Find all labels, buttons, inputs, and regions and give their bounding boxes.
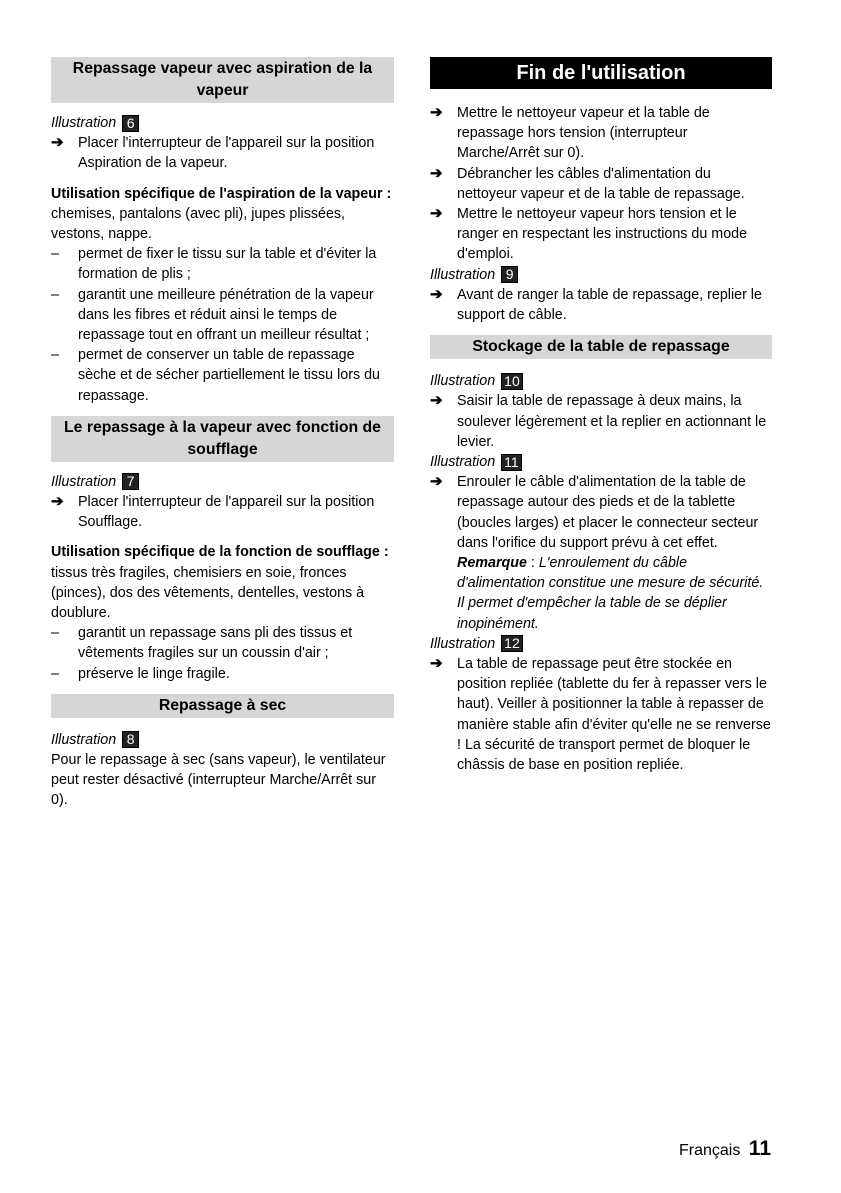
note-text: L'enroulement du câble d'alimentation constitue une mesure de sécurité. Il permet d'empêcher la table de se déplier inopinément. — [457, 555, 764, 632]
instruction-step — [430, 472, 772, 553]
section-title-fin-utilisation: Fin de l'utilisation — [430, 57, 772, 89]
dash-item-text: garantit un repassage sans pli des tissus et vêtements fragiles sur un coussin d'air ; — [78, 625, 353, 662]
paragraph-repassage-sec: Pour le repassage à sec (sans vapeur), le ventilateur peut rester désactivé (interrupteur Marche/Arrêt sur 0). — [51, 752, 386, 809]
page-footer — [679, 1139, 771, 1161]
instruction-step — [430, 103, 772, 164]
illustration-label: Illustration — [51, 731, 117, 748]
step-text: Saisir la table de repassage à deux mains, la soulever légèrement et la replier en actionnant le levier. — [457, 393, 767, 450]
step-text: Débrancher les câbles d'alimentation du nettoyeur vapeur et de la table de repassage. — [457, 165, 745, 202]
arrow-right-icon: ➔ — [430, 104, 443, 121]
instruction-step — [430, 654, 772, 775]
step-text: Mettre le nettoyeur vapeur et la table de repassage hors tension (interrupteur Marche/Arrêt sur 0). — [457, 105, 710, 162]
illustration-number-badge: 10 — [501, 373, 523, 390]
instruction-step — [430, 164, 772, 204]
step-text: Placer l'interrupteur de l'appareil sur la position Soufflage. — [78, 494, 375, 531]
note-separator: : — [526, 555, 539, 572]
illustration-label: Illustration — [51, 115, 117, 131]
illustration-ref-8 — [51, 730, 394, 750]
illustration-label: Illustration — [430, 454, 496, 471]
section-title-aspiration: Repassage vapeur avec aspiration de la vapeur — [51, 57, 394, 103]
illustration-ref-6 — [51, 113, 394, 133]
dash-list-item — [51, 664, 394, 684]
dash-item-text: permet de conserver un table de repassage sèche et de sécher partiellement le tissu lors du repassage. — [78, 347, 380, 404]
illustration-ref-11 — [430, 452, 772, 472]
dash-item-text: permet de fixer le tissu sur la table et d'éviter la formation de plis ; — [78, 246, 377, 283]
arrow-right-icon: ➔ — [430, 473, 443, 491]
section-title-soufflage: Le repassage à la vapeur avec fonction de soufflage — [51, 416, 394, 462]
illustration-number-badge: 11 — [501, 454, 522, 471]
illustration-label: Illustration — [430, 266, 496, 283]
section-title-stockage: Stockage de la table de repassage — [430, 335, 772, 359]
illustration-number-badge: 6 — [122, 115, 139, 132]
illustration-label: Illustration — [430, 373, 496, 390]
illustration-ref-9 — [430, 265, 772, 285]
dash-list-item — [51, 285, 394, 346]
arrow-right-icon: ➔ — [51, 134, 64, 152]
illustration-label: Illustration — [51, 473, 117, 490]
paragraph-soufflage-fabrics: tissus très fragiles, chemisiers en soie, fronces (pinces), dos des vêtements, dentelles, vestons à doublure. — [51, 564, 365, 622]
subheading-aspiration-usage: Utilisation spécifique de l'aspiration de la vapeur : — [51, 185, 392, 202]
note-label: Remarque — [457, 555, 527, 572]
subheading-soufflage-usage: Utilisation spécifique de la fonction de soufflage : — [51, 544, 389, 561]
step-text: La table de repassage peut être stockée en position repliée (tablette du fer à repasser vers le haut). Veiller à positionner la table à repasser de manière stable afin d'éviter qu'elle ne se renverse ! La sécurité de transport permet de bloquer le châssis de base en position repliée. — [457, 656, 771, 774]
dash-bullet: – — [51, 665, 59, 682]
instruction-step — [430, 204, 772, 265]
instruction-step — [51, 492, 394, 532]
dash-item-text: préserve le linge fragile. — [78, 665, 230, 682]
safety-note — [430, 553, 772, 634]
illustration-number-badge: 8 — [122, 731, 139, 748]
footer-language: Français — [678, 1142, 741, 1159]
dash-bullet: – — [51, 286, 59, 303]
arrow-right-icon: ➔ — [430, 164, 443, 182]
dash-list-item — [51, 345, 394, 406]
step-text: Enrouler le câble d'alimentation de la table de repassage autour des pieds et de la tablette (boucles larges) et placer le connecteur secteur dans l'orifice du support prévu à cet effet. — [457, 474, 759, 551]
left-column — [51, 57, 394, 811]
paragraph-aspiration-fabrics: chemises, pantalons (avec pli), jupes plissées, vestons, nappe. — [51, 205, 346, 243]
dash-bullet: – — [51, 246, 59, 263]
arrow-right-icon: ➔ — [51, 493, 64, 511]
illustration-ref-7 — [51, 472, 394, 492]
step-text: Placer l'interrupteur de l'appareil sur la position Aspiration de la vapeur. — [78, 135, 375, 172]
dash-list-item — [51, 623, 394, 663]
dash-bullet: – — [51, 347, 59, 364]
section-title-repassage-sec: Repassage à sec — [51, 694, 394, 718]
illustration-label: Illustration — [430, 635, 496, 652]
step-text: Avant de ranger la table de repassage, replier le support de câble. — [457, 286, 762, 324]
illustration-ref-10 — [430, 371, 772, 391]
arrow-right-icon: ➔ — [430, 205, 443, 223]
dash-list-item — [51, 244, 394, 284]
right-column — [430, 57, 772, 775]
instruction-step — [430, 391, 772, 452]
page-number: 11 — [748, 1137, 771, 1160]
arrow-right-icon: ➔ — [430, 655, 443, 673]
dash-item-text: garantit une meilleure pénétration de la vapeur dans les fibres et réduit ainsi le temps de repassage tout en offrant un meilleur résultat ; — [78, 286, 374, 344]
instruction-step — [430, 285, 772, 325]
arrow-right-icon: ➔ — [430, 392, 443, 410]
illustration-number-badge: 7 — [122, 473, 139, 490]
illustration-number-badge: 9 — [501, 266, 518, 283]
step-text: Mettre le nettoyeur vapeur hors tension et le ranger en respectant les instructions du mode d'emploi. — [457, 206, 748, 263]
dash-bullet: – — [51, 625, 59, 642]
illustration-number-badge: 12 — [501, 635, 523, 652]
illustration-ref-12 — [430, 634, 772, 654]
instruction-step — [51, 133, 394, 173]
arrow-right-icon: ➔ — [430, 285, 443, 303]
